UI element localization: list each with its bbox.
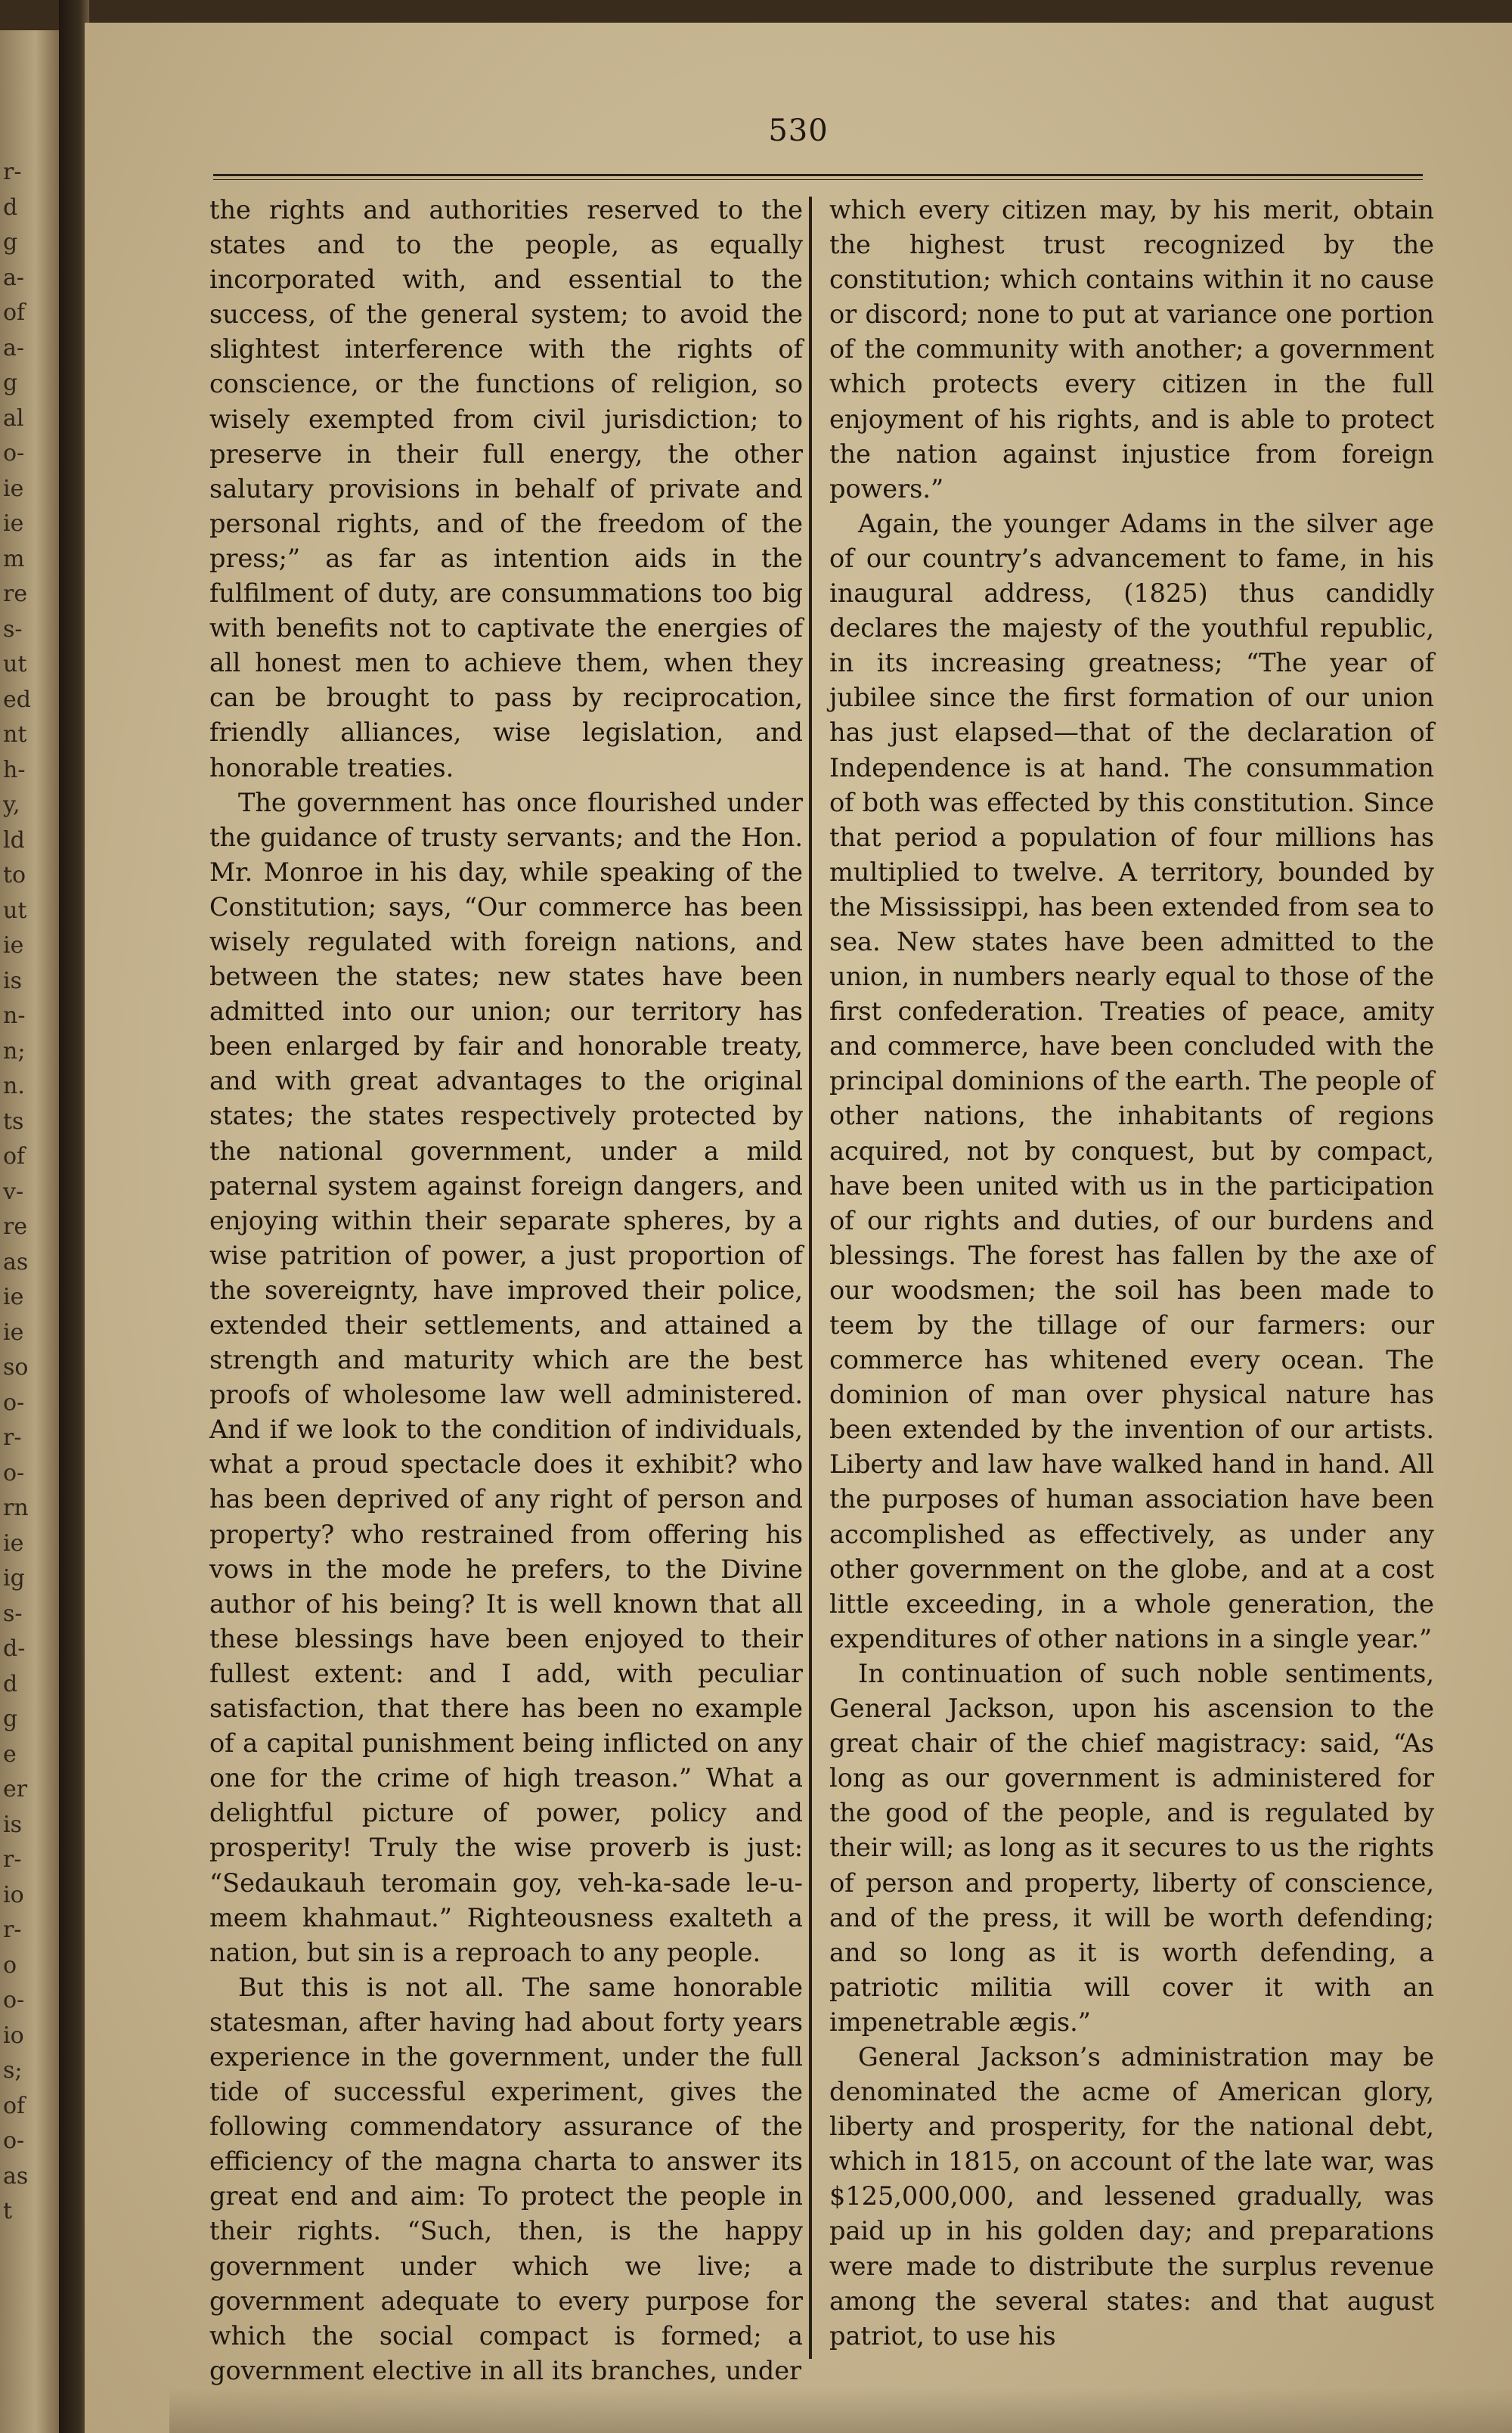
margin-fragment: s; xyxy=(3,2057,23,2084)
paragraph: Again, the younger Adams in the silver age of our country’s advancement to fame, in his inaugural address, (1825) thus candidly declares the majesty of the youthful republic, in its increasing greatness; “The year of jubilee since the first formation of our union has just elapsed—that of the declaration of Independence is at hand. The consummation of both was effected by this constitution. Since that period a population of four millions has multiplied to twelve. A territory, bounded by the Mississippi, has been extended from sea to sea. New states have been admitted to the union, in numbers nearly equal to those of the first confederation. Treaties of peace, amity and commerce, have been concluded with the principal dominions of the earth. The people of other nations, the inhabitants of regions acquired, not by conquest, but by compact, have been united with us in the participation of our rights and duties, of our burdens and blessings. The forest has fallen by the axe of our woodsmen; the soil has been made to teem by the tillage of our farmers: our commerce has whitened every ocean. The dominion of man over physical nature has been extended by the invention of our artists. Liberty and law have walked hand in hand. All the purposes of human association have been accomplished as effectively, as under any other government on the globe, and at a cost little exceeding, in a whole generation, the expenditures of other nations in a single year.” xyxy=(829,508,1434,1654)
margin-fragment: ts xyxy=(3,1108,24,1135)
margin-fragment: of xyxy=(3,2092,26,2119)
margin-fragment: g xyxy=(3,370,18,396)
margin-fragment: is xyxy=(3,967,22,994)
margin-fragment: re xyxy=(3,581,28,607)
margin-fragment: of xyxy=(3,299,26,326)
margin-fragment: ie xyxy=(3,510,24,537)
column-divider xyxy=(809,197,812,2359)
margin-fragment: t xyxy=(3,2198,13,2224)
margin-fragment: d xyxy=(3,194,18,221)
page-number: 530 xyxy=(768,113,829,148)
margin-fragment: h- xyxy=(3,756,26,783)
margin-fragment: ig xyxy=(3,1565,25,1592)
paragraph: But this is not all. The same honorable statesman, after having had about forty years experience in the government, under the full tide of successful experiment, gives the following commendatory assurance of the efficiency of the magna charta to answer its great end and aim: To protect the people in their rights. “Such, then, is the happy government under which we live; a government adequate to every purpose for which the social compact is formed; a government elective in all its branches, under xyxy=(209,1972,803,2385)
margin-fragment: o- xyxy=(3,1389,25,1416)
page-bottom-shading xyxy=(169,2388,1512,2433)
margin-fragment: r- xyxy=(3,1846,22,1873)
paragraph: In continuation of such noble sentiments, General Jackson, upon his ascension to the great chair of the chief magistracy: said, “As long as our government is administered for the good of the people, and is regulated by their will; as long as it secures to us the rights of person and property, liberty of conscience, and of the press, it will be worth defending; and so long as it is worth defending, a patriotic militia will cover it with an impenetrable ægis.” xyxy=(829,1658,1434,2037)
margin-fragment: ie xyxy=(3,1284,24,1310)
paragraph: which every citizen may, by his merit, obtain the highest trust recognized by the constitution; which contains within it no cause or discord; none to put at variance one portion of the community with another; a government which protects every citizen in the full enjoyment of his rights, and is able to protect the nation against injustice from foreign powers.” xyxy=(829,195,1434,504)
margin-fragment: al xyxy=(3,404,24,432)
margin-fragment: rn xyxy=(3,1495,29,1521)
margin-fragment: ed xyxy=(3,686,31,713)
margin-fragment: ie xyxy=(3,932,24,959)
paragraph: the rights and authorities reserved to the states and to the people, as equally incorporated with, and essential to the success, of the general system; to avoid the slightest interference with the rights of conscience, or the functions of religion, so wisely exempted from civil jurisdiction; to preserve in their full energy, the other salutary provisions in behalf of private and personal rights, and of the freedom of the press;” as far as intention aids in the fulfilment of duty, are consummations too big with benefits not to captivate the energies of all honest men to achieve them, when they can be brought to pass by reciprocation, friendly alliances, wise legislation, and honorable treaties. xyxy=(209,195,803,783)
margin-fragment: r- xyxy=(3,159,22,185)
margin-fragment: ld xyxy=(3,826,25,854)
margin-fragment: v- xyxy=(3,1178,24,1205)
margin-fragment: s- xyxy=(3,615,23,643)
margin-fragment: n- xyxy=(3,1003,26,1029)
paragraph: General Jackson’s administration may be denominated the acme of American glory, liberty and prosperity, for the national debt, which in 1815, on account of the late war, was $125,000,000, and lessened gradually, was paid up in his golden day; and preparations were made to distribute the surplus revenue among the several states: and that august patriot, to use his xyxy=(829,2041,1434,2351)
margin-fragment: ie xyxy=(3,1319,24,1346)
margin-fragment: of xyxy=(3,1143,26,1170)
margin-fragment: e xyxy=(3,1740,17,1768)
margin-fragment: r- xyxy=(3,1917,22,1943)
left-text-column xyxy=(209,193,803,2388)
margin-fragment: io xyxy=(3,1881,24,1908)
margin-fragment: o xyxy=(3,1951,17,1979)
margin-fragment: g xyxy=(3,1706,18,1732)
margin-fragment: o- xyxy=(3,1987,25,2013)
margin-fragment: r- xyxy=(3,1424,22,1451)
margin-fragment: er xyxy=(3,1776,28,1802)
margin-fragment: o- xyxy=(3,440,25,466)
margin-fragment: a- xyxy=(3,264,25,291)
document-page xyxy=(85,23,1512,2433)
margin-fragment: d xyxy=(3,1670,18,1697)
margin-fragment: g xyxy=(3,229,18,256)
paragraph: The government has once flourished under the guidance of trusty servants; and the Hon. Mr. Monroe in his day, while speaking of the Constitution; says, “Our commerce has been wisely regulated with foreign nations, and between the states; new states have been admitted into our union; our territory has been enlarged by fair and honorable treaty, and with great advantages to the original states; the states respectively protected by the national government, under a mild paternal system against foreign dangers, and enjoying within their separate spheres, by a wise patrition of power, a just proportion of the sovereignty, have improved their police, extended their settlements, and attained a strength and maturity which are the best proofs of wholesome law well administered. And if we look to the condition of individuals, what a proud spectacle does it exhibit? who has been deprived of any right of person and property? who restrained from offering his vows in the mode he prefers, to the Divine author of his being? It is well known that all these blessings have been enjoyed to their fullest extent: and I add, with peculiar satisfaction, that there has been no example of a capital punishment being inflicted on any one for the crime of high treason.” What a delightful picture of power, policy and prosperity! Truly the wise proverb is just: “Sedaukauh teromain goy, veh-ka-sade le-u-meem khahmaut.” Righteousness exalteth a nation, but sin is a reproach to any people. xyxy=(209,787,803,1967)
left-page-margin-fragments xyxy=(0,30,59,2433)
margin-fragment: n; xyxy=(3,1037,26,1065)
margin-fragment: is xyxy=(3,1811,22,1838)
margin-fragment: s- xyxy=(3,1600,23,1627)
margin-fragment: ie xyxy=(3,475,24,502)
margin-fragment: ie xyxy=(3,1530,24,1557)
right-text-column xyxy=(829,193,1434,2354)
margin-fragment: ut xyxy=(3,651,27,677)
margin-fragment: io xyxy=(3,2022,24,2049)
margin-fragment: o- xyxy=(3,2128,25,2154)
margin-fragment: as xyxy=(3,1248,29,1275)
margin-fragment: as xyxy=(3,2162,29,2190)
margin-fragment: n. xyxy=(3,1073,25,1099)
margin-fragment: so xyxy=(3,1354,29,1381)
margin-fragment: to xyxy=(3,862,26,888)
margin-fragment: m xyxy=(3,545,25,572)
margin-fragment: d- xyxy=(3,1635,26,1662)
margin-fragment: y, xyxy=(3,792,20,818)
margin-fragment: ut xyxy=(3,897,27,924)
header-rule xyxy=(213,174,1423,180)
margin-fragment: o- xyxy=(3,1459,25,1486)
margin-fragment: a- xyxy=(3,334,25,361)
margin-fragment: re xyxy=(3,1213,28,1240)
margin-fragment: nt xyxy=(3,721,27,748)
